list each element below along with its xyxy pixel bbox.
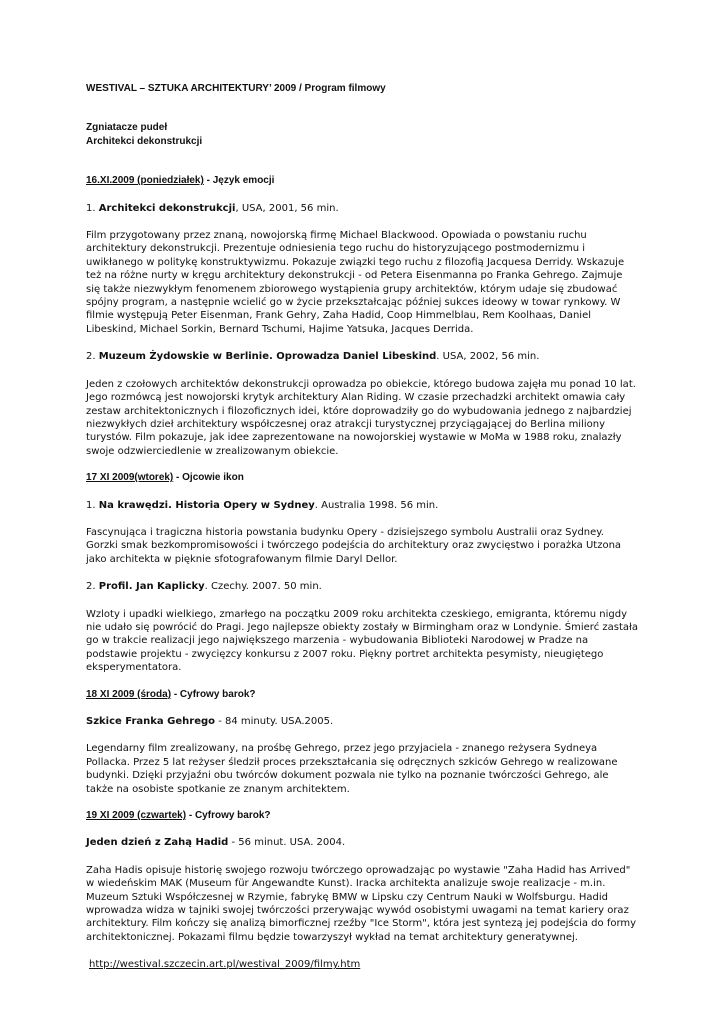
day1-film1-line (86, 202, 638, 215)
footer-line (86, 958, 638, 971)
day2-heading (86, 471, 638, 484)
day2-film2-description: Wzloty i upadki wielkiego, zmarłego na początku 2009 roku architekta czeskiego, emigranta, któremu nigdy nie udało się powrócić do Pragi. Jego najlepsze obiekty zostały w Birmingham oraz w Londynie. Śmierć zastała go w trakcie realizacji jego największego marzenia - wybudowania Biblioteki Narodowej w Pradze na podstawie projektu - zwycięzcy konkursu z 2007 roku. Piękny portret architekta pesymisty, nieugiętego eksperymentatora. (86, 608, 638, 674)
day2-film2-title: Profil. Jan Kaplicky (98, 581, 205, 593)
day4-heading (86, 809, 638, 822)
day2-film1-description: Fascynująca i tragiczna historia powstania budynku Opery - dzisiejszego symbolu Australii oraz Sydney. Gorzki smak bezkompromisowości i twórczego podejścia do architektury oraz zwycięstwo i porażka Utzona jako architekta w pięknie sfotografowanym filmie Daryl Dellor. (86, 526, 622, 565)
day4-film-description: Zaha Hadis opisuje historię swojego rozwoju twórczego oprowadzając po wystawie "Zaha Hadid has Arrived" w wiedeńskim MAK (Museum für Angewandte Kunst). Iracka architekta analizuje swoje realizacje - m.in. Muzeum Sztuki Współczesnej w Rzymie, fabrykę BMW w Lipsku czy Centrum Nauki w Wolfsburgu. Hadid wprowadza widza w tajniki swojej twórczości przerywając wywód osobistymi uwagami na temat kariery oraz architektury. Film kończy się analizą bimorficznej rzeźby "Ice Storm", która jest syntezą jej podejścia do formy architektonicznej. Pokazami filmu będzie towarzyszył wykład na temat architektury generatywnej. (86, 864, 637, 943)
day2-film1-title: Na krawędzi. Historia Opery w Sydney (98, 499, 315, 511)
day3-film-line (86, 715, 638, 728)
day3-film-meta: - 84 minuty. USA.2005. (215, 716, 334, 727)
day1-film2-meta: . USA, 2002, 56 min. (436, 351, 540, 363)
day3-date: 18 XI 2009 (środa) (86, 688, 172, 700)
day3-film-description: Legendarny film zrealizowany, na prośbę Gehrego, przez jego przyjaciela - znanego reżysera Sydneya Pollacka. Przez 5 lat reżyser śledził proces przekształcania się odręcznych szkiców Gehrego w realizowane budynki. Dzięki przyjaźni obu twórców dokument pozwala nie tylko na poznanie twórczości Gehrego, ale także na osobiste spotkanie ze znanym architektem. (86, 743, 618, 795)
day2-theme: - Ojcowie ikon (173, 472, 244, 484)
day4-film-meta: - 56 minut. USA. 2004. (228, 837, 346, 849)
subtitle-line-1: Zgniatacze pudeł (86, 122, 168, 134)
day4-film-title: Jeden dzień z Zahą Hadid (86, 837, 229, 849)
document-page (86, 82, 638, 972)
day1-date: 16.XI.2009 (poniedziałek) (86, 175, 204, 187)
program-link[interactable]: http://westival.szczecin.art.pl/westival_2009/filmy.htm (89, 959, 361, 971)
day1-film2-line (86, 350, 638, 363)
day1-film1-description: Film przygotowany przez znaną, nowojorską firmę Michael Blackwood. Opowiada o powstaniu ruchu architektury dekonstrukcji. Prezentuje odniesienia tego ruchu do historyzującego postmodernizmu i uwikłanego w politykę konstruktywizmu. Pokazuje związki tego ruchu z filozofią Jacquesa Derridy. Wskazuje też na różne nurty w kręgu architektury dekonstrukcji - od Petera Eisenmanna po Franka Gehrego. Zajmuje się także niezwykłym fenomenem zbiorowego wystąpienia grupy architektów, którym udaje się zbudować spójny program, a następnie wcielić go w życie przekształcając później sukces ideowy w towar rynkowy. W filmie występują Peter Eisenman, Frank Gehry, Zaha Hadid, Coop Himmelblau, Rem Koolhaas, Daniel Libeskind, Michael Sorkin, Bernard Tschumi, Hajime Yatsuka, Jacques Derrida. (86, 230, 625, 335)
document-title: WESTIVAL – SZTUKA ARCHITEKTURY’ 2009 / Program filmowy (86, 83, 386, 94)
day1-film1-title: Architekci dekonstrukcji (98, 202, 236, 214)
day2-film2-line (86, 580, 638, 593)
day1-film2-description: Jeden z czołowych architektów dekonstrukcji oprowadza po obiekcie, którego budowa zajęła mu ponad 10 lat. Jego rozmówcą jest nowojorski krytyk architektury Alan Riding. W czasie przechadzki architekt omawia cały zestaw architektonicznych i filozoficznych idei, które doprowadziły go do wybudowania jednego z najbardziej niezwykłych dzieł architektury współczesnej oraz atrakcji turystycznej przyciągającej do Berlina miliony turystów. Film pokazuje, jak idee zaprezentowane na nowojorskiej wystawie w MoMa w 1988 roku, znalazły swoje odzwierciedlenie w zrealizowanym obiekcie. (86, 378, 636, 457)
day2-film2-number: 2. (86, 581, 99, 593)
day4-theme: - Cyfrowy barok? (186, 810, 271, 822)
day2-film2-meta: . Czechy. 2007. 50 min. (204, 581, 322, 593)
day1-film1-number: 1. (86, 202, 99, 214)
day3-heading (86, 688, 638, 701)
day3-theme: - Cyfrowy barok? (171, 688, 256, 700)
day1-film2-number: 2. (86, 351, 99, 363)
day2-film1-meta: . Australia 1998. 56 min. (314, 499, 439, 511)
day2-film1-number: 1. (86, 499, 99, 511)
day1-film1-meta: , USA, 2001, 56 min. (235, 202, 339, 214)
day4-date: 19 XI 2009 (czwartek) (86, 810, 187, 822)
day4-film-line (86, 836, 638, 849)
day1-theme: - Język emocji (203, 175, 275, 187)
day1-film2-title: Muzeum Żydowskie w Berlinie. Oprowadza Daniel Libeskind (98, 351, 437, 363)
day3-film-title: Szkice Franka Gehrego (86, 716, 216, 727)
program-subtitle (86, 121, 638, 148)
subtitle-line-2: Architekci dekonstrukcji (86, 135, 203, 147)
day2-film1-line (86, 499, 638, 512)
day2-date: 17 XI 2009(wtorek) (86, 472, 174, 484)
day1-heading (86, 174, 638, 187)
